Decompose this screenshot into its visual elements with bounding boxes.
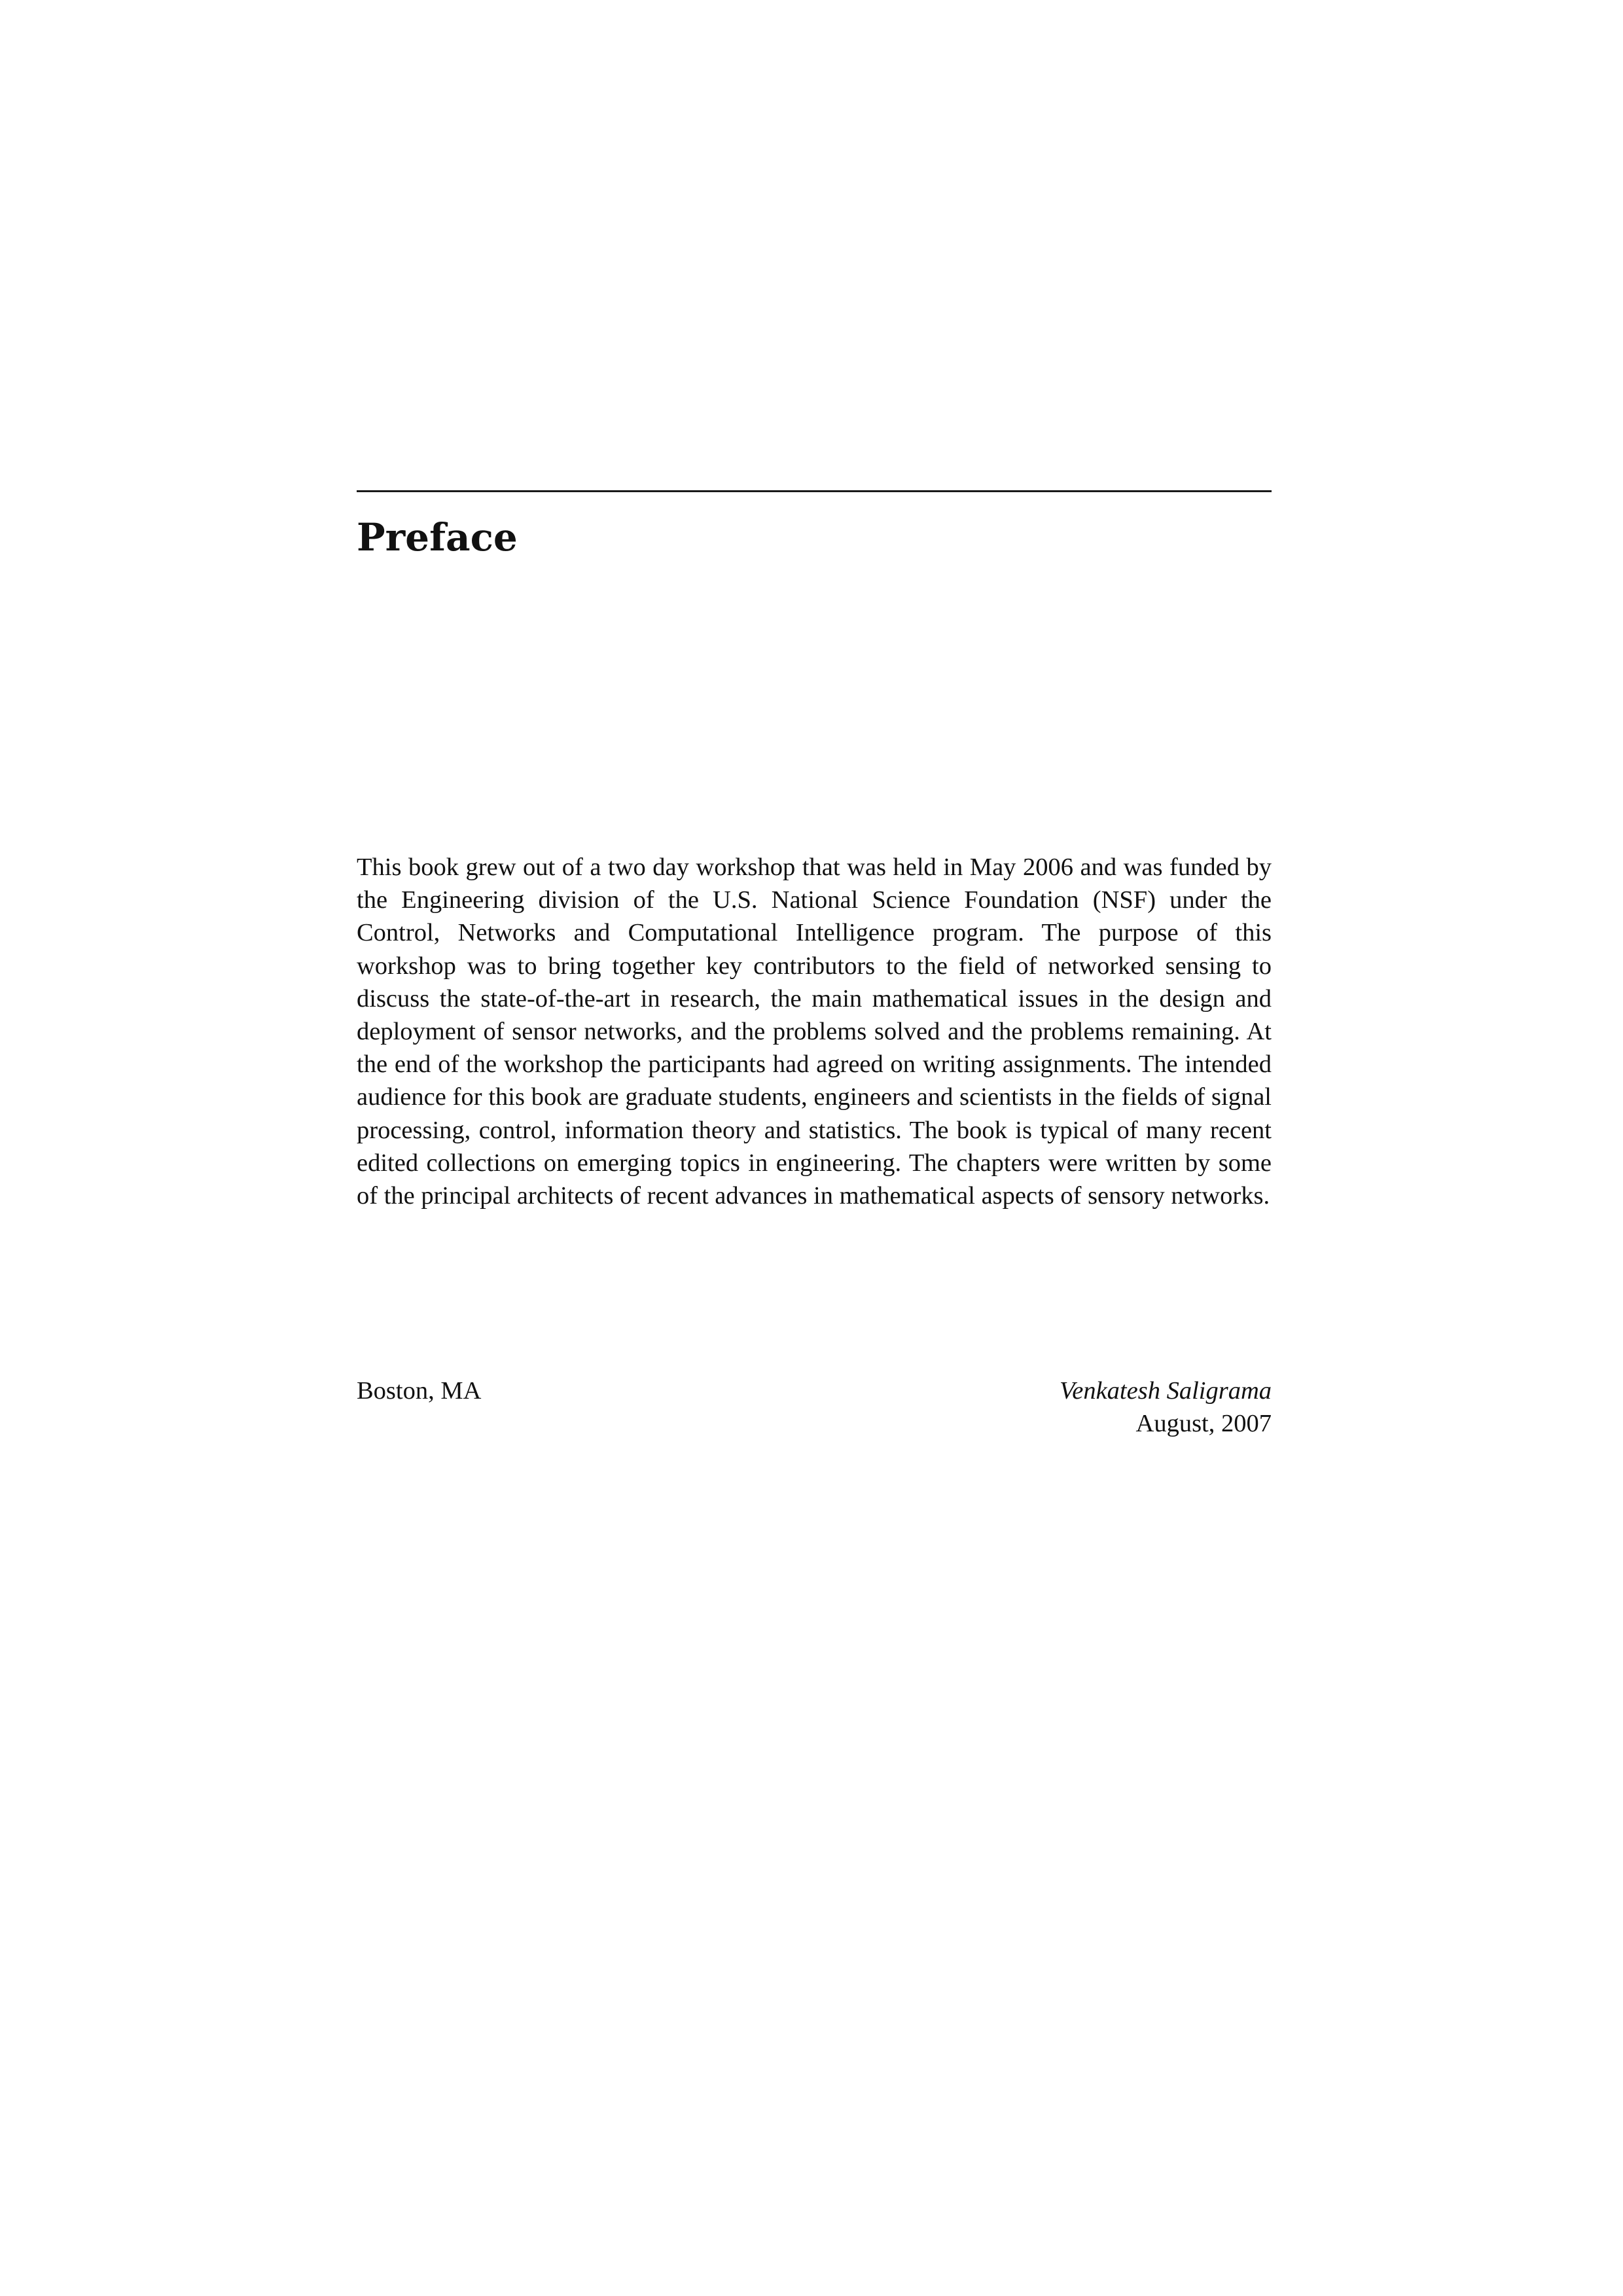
signoff-author: Venkatesh Saligrama [1060,1377,1272,1405]
header-rule [357,490,1272,492]
signoff-place: Boston, MA [357,1377,482,1405]
preface-paragraph: This book grew out of a two day workshop that was held in May 2006 and was funded by the Engineering division of the U.S. National Science Foundation (NSF) under the Control, Networks and Computational Intelligence program. The purpose of this workshop was to bring together key contributors to the field of networked sensing to discuss the state-of-the-art in research, the main mathematical issues in the design and deployment of sensor networks, and the problems solved and the problems remaining. At the end of the workshop the participants had agreed on writing assignments. The intended audience for this book are graduate students, engineers and scientists in the fields of signal processing, control, information theory and statistics. The book is typical of many recent edited collections on emerging topics in engineering. The chapters were written by some of the principal architects of recent advances in mathematical aspects of sensory networks. [357,853,1272,1210]
signoff-date: August, 2007 [1135,1410,1272,1437]
page-title: Preface [357,515,518,560]
